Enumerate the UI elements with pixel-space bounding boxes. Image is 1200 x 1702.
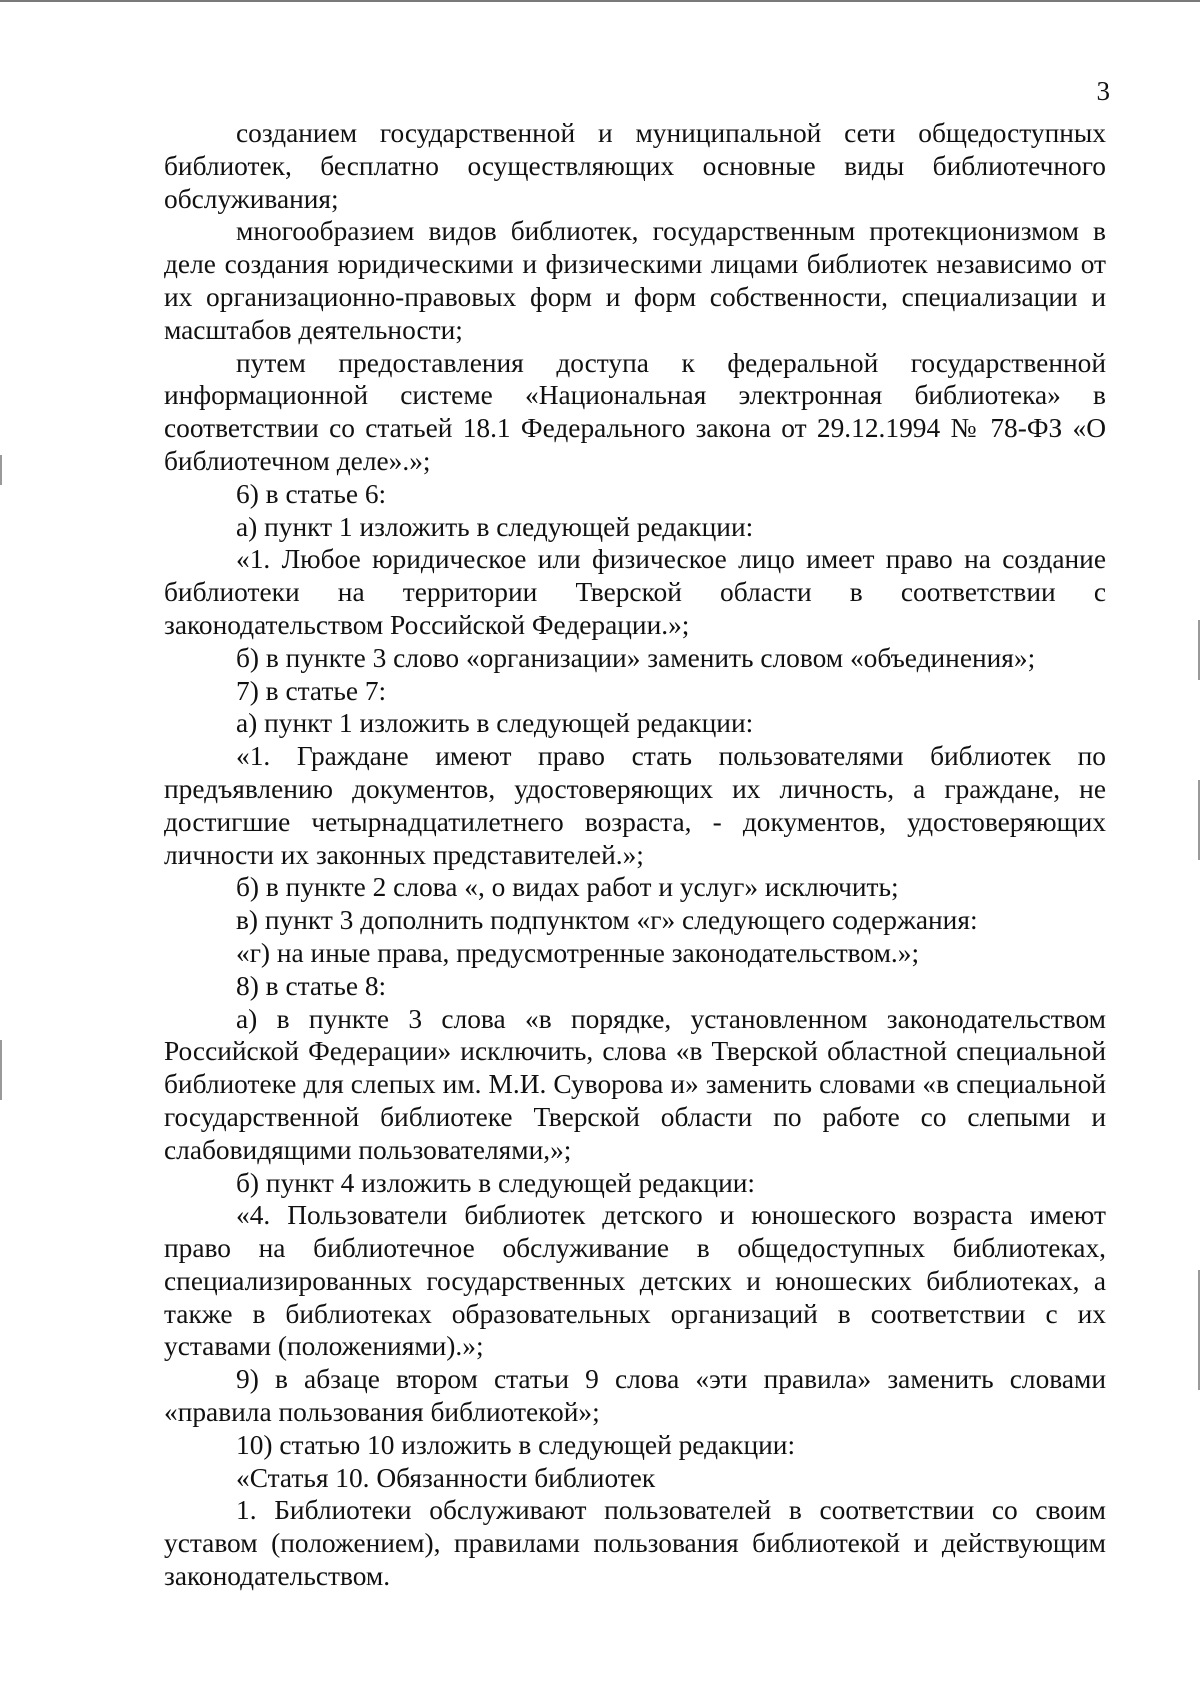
paragraph: а) в пункте 3 слова «в порядке, установленном законодательством Российской Федерации» исключить, слова «в Тверской областной специальной библиотеке для слепых им. М.И. Суворова и» заменить словами «в специальной государственной библиотеке Тверской области по работе со слепыми и слабовидящими пользователями,»;	[164, 1003, 1106, 1165]
paragraph: «1. Граждане имеют право стать пользователями библиотек по предъявлению документов, удостоверяющих их личность, а граждане, не достигшие четырнадцатилетнего возраста, - документов, удостоверяющих личности их законных представителей.»;	[164, 741, 1106, 870]
document-body	[164, 117, 1106, 1593]
paragraph: путем предоставления доступа к федеральной государственной информационной системе «Национальная электронная библиотека» в соответствии со статьей 18.1 Федерального закона от 29.12.1994 № 78-ФЗ «О библиотечном деле».»;	[164, 347, 1106, 476]
paragraph: «4. Пользователи библиотек детского и юношеского возраста имеют право на библиотечное обслуживание в общедоступных библиотеках, специализированных государственных детских и юношеских библиотеках, а также в библиотеках образовательных организаций в соответствии с их уставами (положениями).»;	[164, 1200, 1106, 1362]
scan-left-edge-mark	[0, 455, 2, 485]
paragraph: б) в пункте 3 слово «организации» заменить словом «объединения»;	[236, 642, 1036, 673]
paragraph: 7) в статье 7:	[236, 675, 387, 706]
paragraph: «г) на иные права, предусмотренные законодательством.»;	[236, 937, 920, 968]
paragraph: а) пункт 1 изложить в следующей редакции:	[236, 511, 754, 542]
paragraph: 10) статью 10 изложить в следующей редакции:	[236, 1429, 796, 1460]
paragraph: 8) в статье 8:	[236, 970, 387, 1001]
paragraph: 9) в абзаце втором статьи 9 слова «эти правила» заменить словами «правила пользования библиотекой»;	[164, 1364, 1106, 1428]
paragraph: многообразием видов библиотек, государственным протекционизмом в деле создания юридическими и физическими лицами библиотек независимо от их организационно-правовых форм и форм собственности, специализации и масштабов деятельности;	[164, 216, 1106, 345]
paragraph: «Статья 10. Обязанности библиотек	[236, 1462, 656, 1493]
paragraph: созданием государственной и муниципальной сети общедоступных библиотек, бесплатно осуществляющих основные виды библиотечного обслуживания;	[164, 118, 1106, 214]
paragraph: «1. Любое юридическое или физическое лицо имеет право на создание библиотеки на территории Тверской области в соответствии с законодательством Российской Федерации.»;	[164, 544, 1106, 640]
scan-top-edge	[0, 0, 1200, 2]
paragraph: 1. Библиотеки обслуживают пользователей в соответствии со своим уставом (положением), правилами пользования библиотекой и действующим законодательством.	[164, 1495, 1106, 1592]
paragraph: б) в пункте 2 слова «, о видах работ и услуг» исключить;	[236, 872, 899, 903]
paragraph: 6) в статье 6:	[236, 478, 387, 509]
scan-left-edge-mark	[0, 1040, 2, 1100]
paragraph: а) пункт 1 изложить в следующей редакции:	[236, 708, 754, 739]
paragraph: в) пункт 3 дополнить подпунктом «г» следующего содержания:	[236, 905, 978, 936]
paragraph: б) пункт 4 изложить в следующей редакции:	[236, 1167, 756, 1198]
page-number: 3	[1096, 76, 1110, 106]
